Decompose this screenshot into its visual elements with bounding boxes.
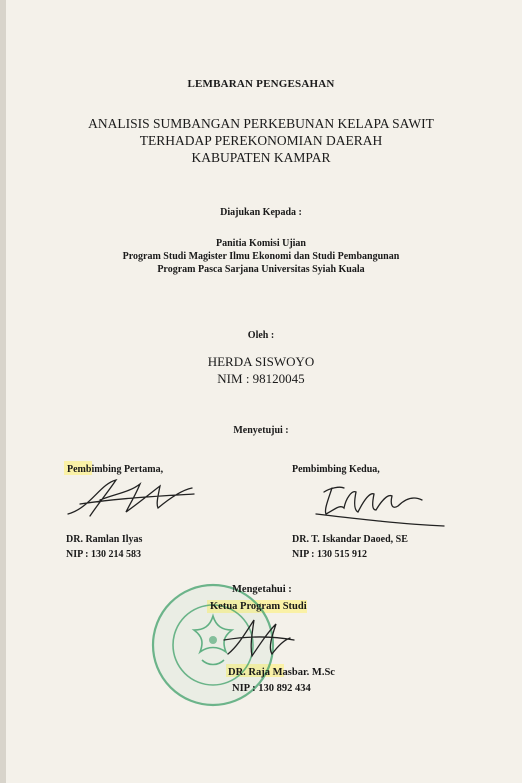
program-head-name: DR. Raja Masbar. M.Sc — [228, 667, 335, 678]
thesis-title-line-1: ANALISIS SUMBANGAN PERKEBUNAN KELAPA SAWIT — [88, 116, 434, 131]
supervisor-2-signature — [310, 474, 450, 530]
university-line: Program Pasca Sarjana Universitas Syiah Kuala — [157, 264, 365, 275]
thesis-title-line-3: KABUPATEN KAMPAR — [191, 150, 331, 165]
supervisor-1-nip: NIP : 130 214 583 — [66, 549, 141, 560]
program-line: Program Studi Magister Ilmu Ekonomi dan Studi Pembangunan — [122, 251, 400, 262]
supervisor-1-signature — [60, 474, 200, 522]
author-name: HERDA SISWOYO — [207, 354, 315, 369]
supervisor-1-role: Pembimbing Pertama, — [67, 464, 164, 475]
thesis-title-line-2: TERHADAP PEREKONOMIAN DAERAH — [139, 133, 383, 148]
page-heading: LEMBARAN PENGESAHAN — [187, 78, 335, 90]
approved-label: Menyetujui : — [233, 425, 289, 436]
acknowledged-label: Mengetahui : — [232, 584, 292, 595]
submitted-to-label: Diajukan Kepada : — [220, 207, 302, 218]
supervisor-1-name: DR. Ramlan Ilyas — [66, 534, 143, 545]
supervisor-2-role: Pembimbing Kedua, — [292, 464, 380, 475]
program-head-nip: NIP : 130 892 434 — [232, 683, 311, 694]
author-label: Oleh : — [247, 330, 275, 341]
author-nim: NIM : 98120045 — [217, 371, 305, 386]
committee-line: Panitia Komisi Ujian — [215, 238, 306, 249]
program-head-signature — [218, 610, 298, 666]
supervisor-2-nip: NIP : 130 515 912 — [292, 549, 367, 560]
program-head-role: Ketua Program Studi — [210, 601, 307, 612]
supervisor-2-name: DR. T. Iskandar Daoed, SE — [292, 534, 408, 545]
